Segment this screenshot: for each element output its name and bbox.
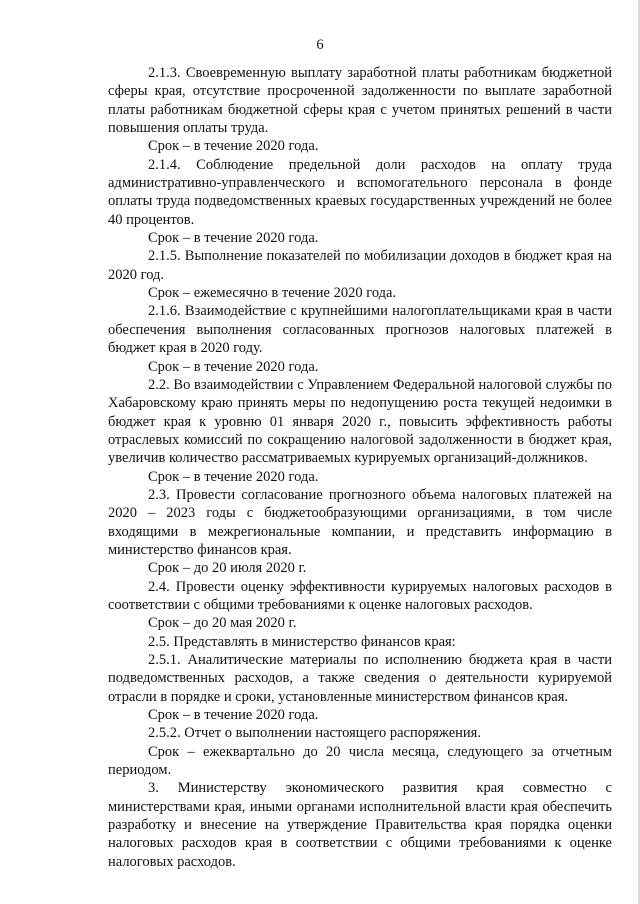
paragraph-2-4: 2.4. Провести оценку эффективности курируемых налоговых расходов в соответствии с общими требованиями к оценке налоговых расходов. xyxy=(108,578,612,613)
paragraph-2-1-6: 2.1.6. Взаимодействие с крупнейшими налогоплательщиками края в части обеспечения выполнения согласованных прогнозов налоговых платежей в бюджет края в 2020 году. xyxy=(108,303,612,357)
deadline-2-5-2: Срок – ежеквартально до 20 числа месяца, следующего за отчетным периодом. xyxy=(108,743,612,779)
deadline-2-1-3: Срок – в течение 2020 года. xyxy=(148,138,319,155)
document-body xyxy=(108,64,612,871)
paragraph-2-1-3: 2.1.3. Своевременную выплату заработной платы работникам бюджетной сферы края, отсутствие просроченной задолженности по выплате заработной платы работникам бюджетной сферы края с учетом принятых решений в части повышения оплаты труда. xyxy=(108,65,612,137)
deadline-2-5-1: Срок – в течение 2020 года. xyxy=(148,707,319,724)
paragraph-3: 3. Министерству экономического развития края совместно с министерствами края, иными органами исполнительной власти края обеспечить разработку и внесение на утверждение Правительства края порядка оценки налоговых расходов края в соответствии с общими требованиями к оценке налоговых расходов. xyxy=(108,780,612,870)
paragraph-2-5: 2.5. Представлять в министерство финансов края: xyxy=(148,633,456,650)
page-number: 6 xyxy=(316,37,324,53)
paragraph-2-5-2: 2.5.2. Отчет о выполнении настоящего распоряжения. xyxy=(148,725,481,742)
paragraph-2-1-4: 2.1.4. Соблюдение предельной доли расходов на оплату труда административно-управленческого и вспомогательного персонала в фонде оплаты труда подведомственных краевых государственных учреждений не более 40 процентов. xyxy=(108,156,612,228)
deadline-2-1-6: Срок – в течение 2020 года. xyxy=(148,358,319,375)
deadline-2-2: Срок – в течение 2020 года. xyxy=(148,468,319,485)
paragraph-2-2: 2.2. Во взаимодействии с Управлением Федеральной налоговой службы по Хабаровскому краю принять меры по недопущению роста текущей недоимки в бюджет края к уровню 01 января 2020 г., повысить эффективность работы отраслевых комиссий по сокращению налоговой задолженности в бюджет края, увеличив количество рассматриваемых курируемых организаций-должников. xyxy=(108,376,612,467)
deadline-2-4: Срок – до 20 мая 2020 г. xyxy=(148,615,297,632)
deadline-2-1-4: Срок – в течение 2020 года. xyxy=(148,230,319,247)
paragraph-2-3: 2.3. Провести согласование прогнозного объема налоговых платежей на 2020 – 2023 годы с бюджетообразующими организациями, в том числе входящими в межрегиональные компании, и представить информацию в министерство финансов края. xyxy=(108,486,612,558)
deadline-2-3: Срок – до 20 июля 2020 г. xyxy=(148,560,307,577)
paragraph-2-1-5: 2.1.5. Выполнение показателей по мобилизации доходов в бюджет края на 2020 год. xyxy=(108,248,612,283)
deadline-2-1-5: Срок – ежемесячно в течение 2020 года. xyxy=(148,285,397,302)
paragraph-2-5-1: 2.5.1. Аналитические материалы по исполнению бюджета края в части подведомственных расходов, а также сведения о деятельности курируемой отрасли в порядке и сроки, установленные министерством финансов края. xyxy=(108,652,612,705)
